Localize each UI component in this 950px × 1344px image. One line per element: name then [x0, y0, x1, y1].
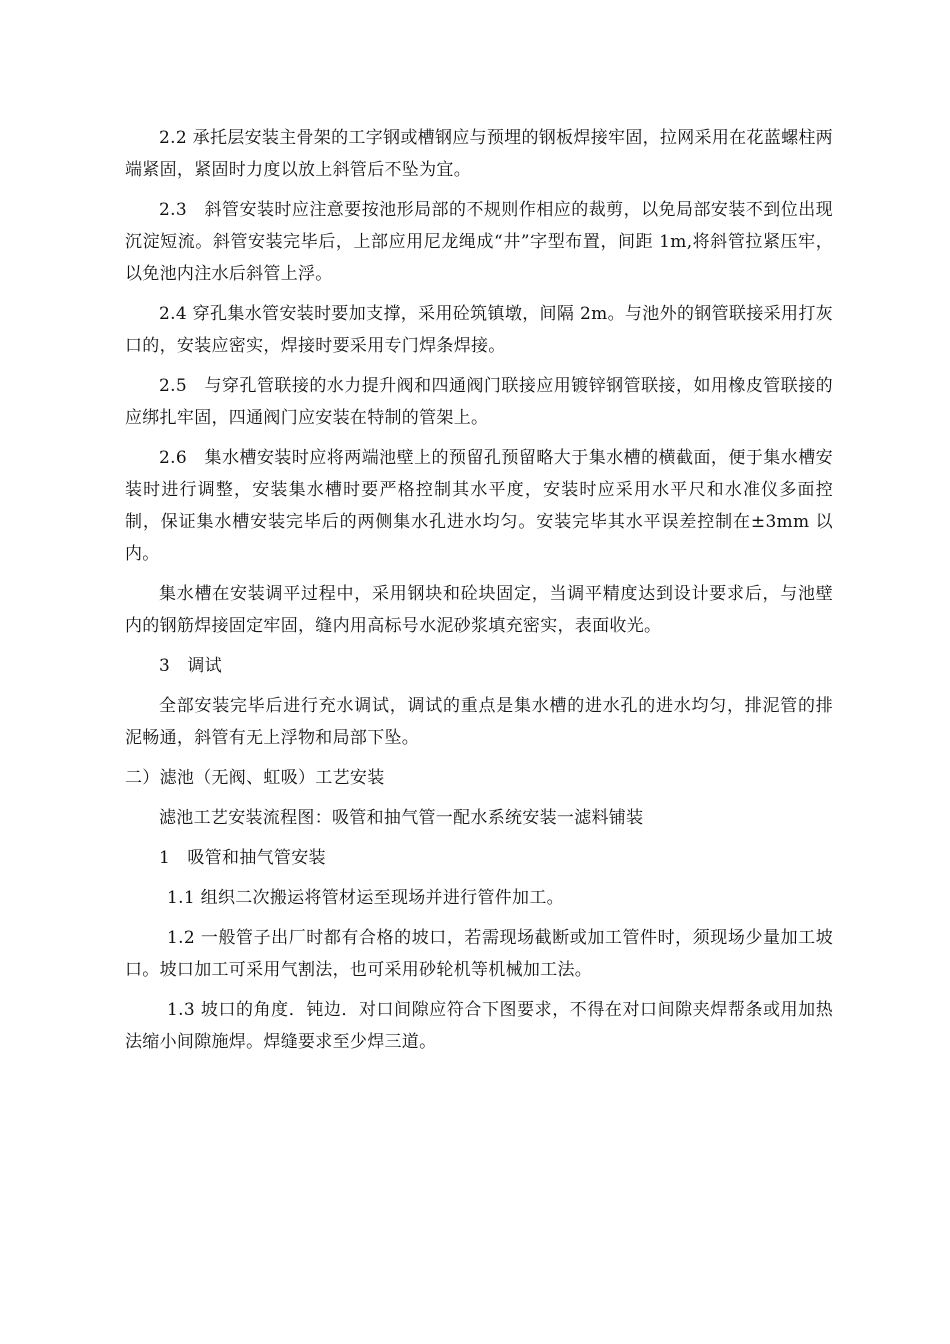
heading-1-pipe-installation: 1 吸管和抽气管安装 [159, 848, 326, 868]
heading-filter-installation: 二）滤池（无阀、虹吸）工艺安装 [125, 768, 385, 788]
paragraph-2-3: 2.3 斜管安装时应注意要按池形局部的不规则作相应的裁剪，以免局部安装不到位出现沉淀短流。斜管安装完毕后，上部应用尼龙绳成“井”字型布置，间距 1m,将斜管拉紧压牢，以免池内注水后斜管上浮。 [125, 200, 833, 284]
paragraph-1-1: 1.1 组织二次搬运将管材运至现场并进行管件加工。 [167, 888, 564, 908]
paragraph-collector-leveling: 集水槽在安装调平过程中，采用钢块和砼块固定，当调平精度达到设计要求后，与池壁内的钢筋焊接固定牢固，缝内用高标号水泥砂浆填充密实，表面收光。 [125, 584, 833, 636]
paragraph-2-2: 2.2 承托层安装主骨架的工字钢或槽钢应与预埋的钢板焊接牢固，拉网采用在花蓝螺柱两端紧固，紧固时力度以放上斜管后不坠为宜。 [125, 128, 833, 180]
paragraph-1-2: 1.2 一般管子出厂时都有合格的坡口，若需现场截断或加工管件时，须现场少量加工坡口。坡口加工可采用气割法，也可采用砂轮机等机械加工法。 [125, 928, 833, 980]
paragraph-1-3: 1.3 坡口的角度．钝边．对口间隙应符合下图要求，不得在对口间隙夹焊帮条或用加热法缩小间隙施焊。焊缝要求至少焊三道。 [125, 1000, 833, 1052]
paragraph-installation-flow: 滤池工艺安装流程图：吸管和抽气管一配水系统安装一滤料铺装 [159, 808, 644, 828]
paragraph-2-6: 2.6 集水槽安装时应将两端池壁上的预留孔预留略大于集水槽的横截面，便于集水槽安装时进行调整，安装集水槽时要严格控制其水平度，安装时应采用水平尺和水准仪多面控制，保证集水槽安装完毕后的两侧集水孔进水均匀。安装完毕其水平误差控制在±3mm 以内。 [125, 448, 833, 564]
paragraph-debugging: 全部安装完毕后进行充水调试，调试的重点是集水槽的进水孔的进水均匀，排泥管的排泥畅通，斜管有无上浮物和局部下坠。 [125, 696, 833, 748]
paragraph-2-4: 2.4 穿孔集水管安装时要加支撑，采用砼筑镇墩，间隔 2m。与池外的钢管联接采用打灰口的，安装应密实，焊接时要采用专门焊条焊接。 [125, 304, 833, 356]
paragraph-2-5: 2.5 与穿孔管联接的水力提升阀和四通阀门联接应用镀锌钢管联接，如用橡皮管联接的应绑扎牢固，四通阀门应安装在特制的管架上。 [125, 376, 833, 428]
heading-3-debugging: 3 调试 [159, 656, 223, 676]
document-body [125, 122, 833, 1066]
